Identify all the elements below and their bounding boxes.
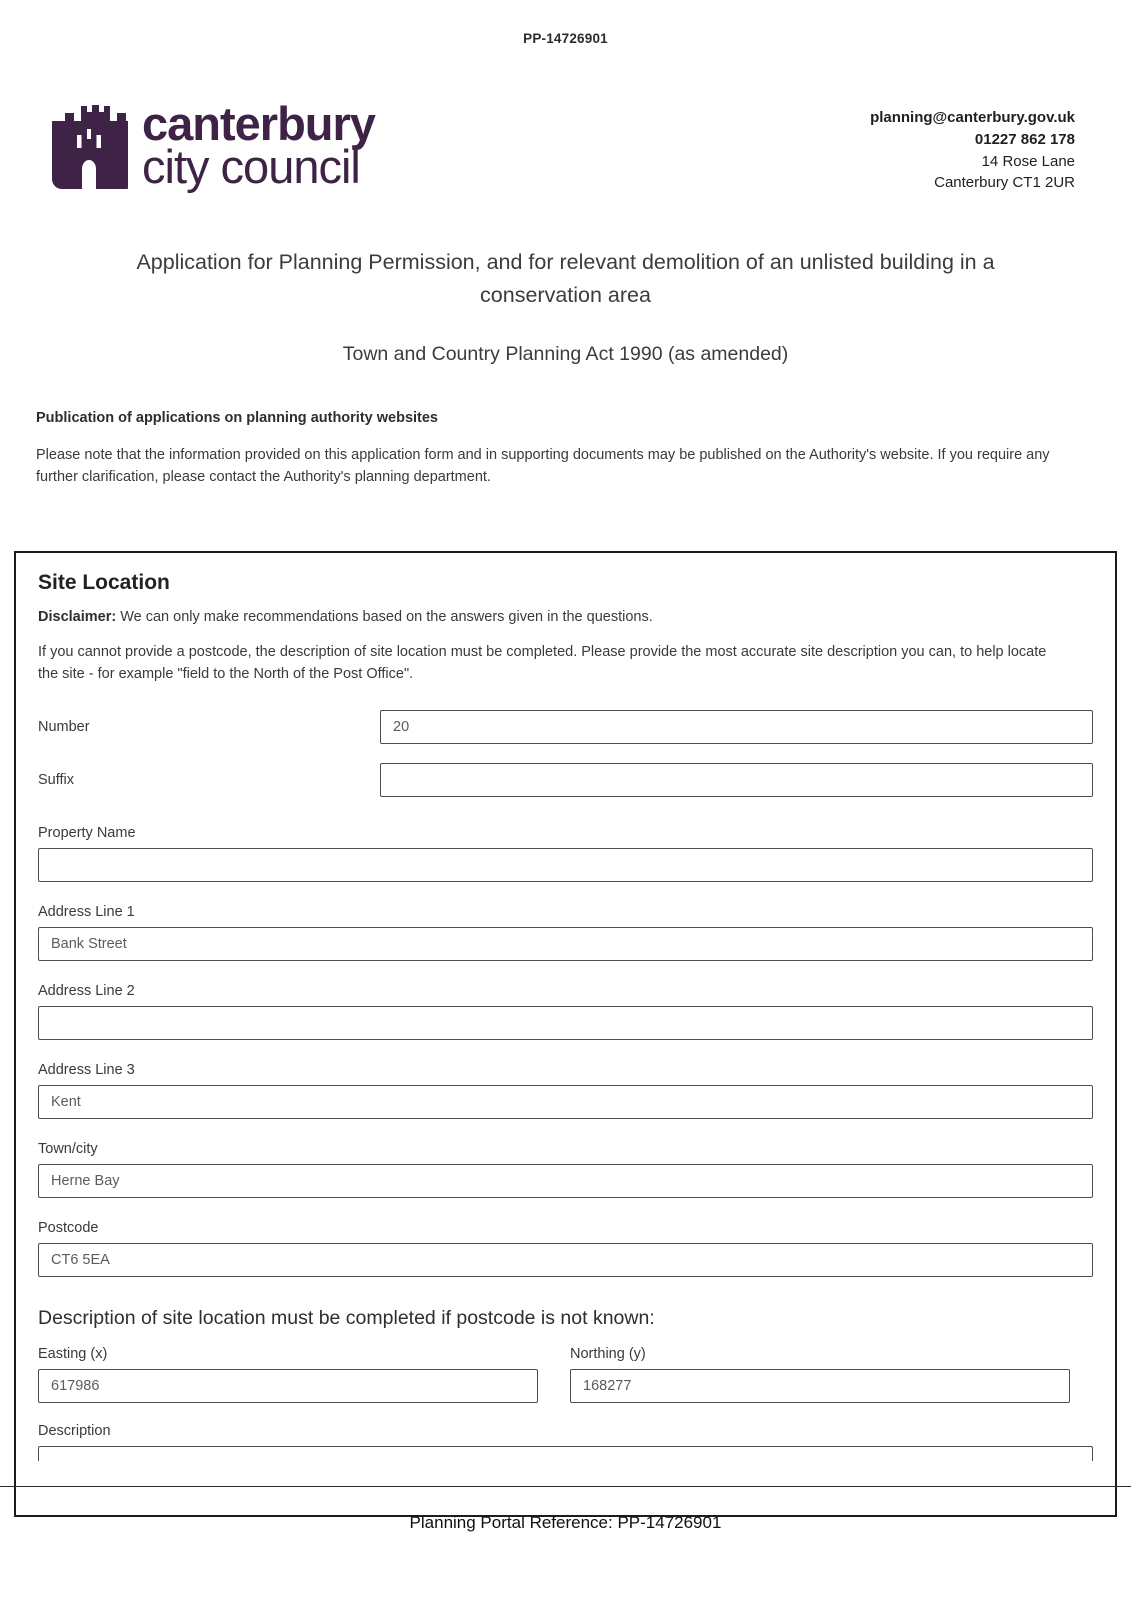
address-line-3-field	[38, 1062, 1093, 1119]
easting-input[interactable]	[38, 1369, 538, 1403]
number-field-row	[38, 710, 1093, 744]
northing-field	[570, 1346, 1070, 1403]
easting-label: Easting (x)	[38, 1345, 108, 1362]
logo-text	[142, 96, 375, 193]
coordinates-row	[38, 1346, 1093, 1403]
publication-body: Please note that the information provided on this application form and in supporting documents may be published on the Authority's website. If you require any further clarification, please contact the Authority's planning department.	[36, 446, 1050, 486]
address-line-1-label: Address Line 1	[38, 903, 135, 920]
address-line-2-field	[38, 983, 1093, 1040]
castle-icon	[50, 101, 128, 189]
logo-line1: canterbury	[142, 96, 375, 150]
town-city-label: Town/city	[38, 1140, 98, 1157]
description-section-heading: Description of site location must be completed if postcode is not known:	[38, 1306, 655, 1329]
logo-line2: city council	[142, 140, 360, 193]
suffix-field-row	[38, 763, 1093, 797]
town-city-field	[38, 1141, 1093, 1198]
northing-label: Northing (y)	[570, 1345, 646, 1362]
council-logo	[50, 96, 375, 193]
site-location-heading: Site Location	[38, 570, 170, 594]
address-line-1-input[interactable]	[38, 927, 1093, 961]
description-label: Description	[38, 1422, 111, 1439]
postcode-label: Postcode	[38, 1219, 99, 1236]
disclaimer-text	[38, 609, 1093, 625]
page-reference: PP-14726901	[523, 31, 608, 46]
disclaimer-body: We can only make recommendations based on the answers given in the questions.	[116, 608, 653, 625]
address-line-1-field	[38, 904, 1093, 961]
act-subtitle: Town and Country Planning Act 1990 (as amended)	[342, 342, 789, 365]
publication-heading: Publication of applications on planning authority websites	[36, 409, 438, 426]
contact-address-line2: Canterbury CT1 2UR	[934, 174, 1075, 192]
property-name-label: Property Name	[38, 824, 136, 841]
site-location-intro: If you cannot provide a postcode, the description of site location must be completed. Please provide the most accurate site description you can, to help locate the site - for example "field to the North of the Post Office".	[38, 643, 1047, 683]
description-field	[38, 1423, 1093, 1461]
number-input[interactable]	[380, 710, 1093, 744]
easting-field	[38, 1346, 538, 1403]
disclaimer-label: Disclaimer:	[38, 608, 117, 625]
address-line-2-label: Address Line 2	[38, 982, 135, 999]
footer-divider	[0, 1486, 1131, 1487]
town-city-input[interactable]	[38, 1164, 1093, 1198]
form-title: Application for Planning Permission, and for relevant demolition of an unlisted building in a conservation area	[136, 250, 995, 308]
address-line-3-input[interactable]	[38, 1085, 1093, 1119]
postcode-input[interactable]	[38, 1243, 1093, 1277]
postcode-field	[38, 1220, 1093, 1277]
suffix-input[interactable]	[380, 763, 1093, 797]
site-location-section	[14, 551, 1117, 1517]
contact-phone: 01227 862 178	[974, 130, 1075, 148]
contact-email: planning@canterbury.gov.uk	[870, 109, 1075, 126]
suffix-label: Suffix	[38, 771, 75, 788]
northing-input[interactable]	[570, 1369, 1070, 1403]
number-label: Number	[38, 718, 90, 735]
page-header	[50, 96, 1075, 194]
property-name-field	[38, 825, 1093, 882]
contact-address-line1: 14 Rose Lane	[981, 152, 1075, 170]
address-line-2-input[interactable]	[38, 1006, 1093, 1040]
footer-reference: Planning Portal Reference: PP-14726901	[409, 1513, 722, 1532]
contact-block	[870, 101, 1075, 194]
description-input[interactable]	[38, 1446, 1093, 1461]
property-name-input[interactable]	[38, 848, 1093, 882]
address-line-3-label: Address Line 3	[38, 1061, 135, 1078]
